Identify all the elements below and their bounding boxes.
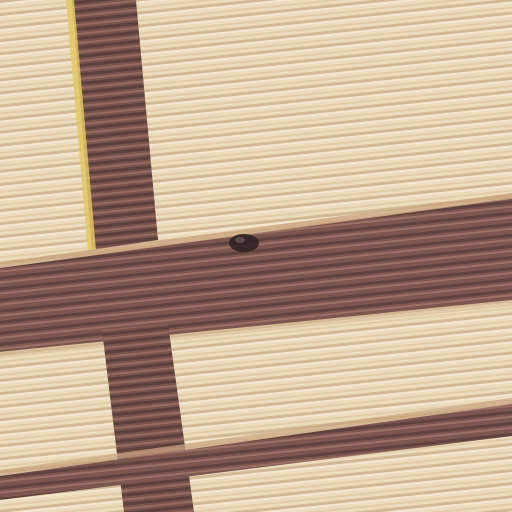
dark-object-highlight — [235, 237, 245, 243]
dark-object-on-track — [229, 234, 259, 252]
